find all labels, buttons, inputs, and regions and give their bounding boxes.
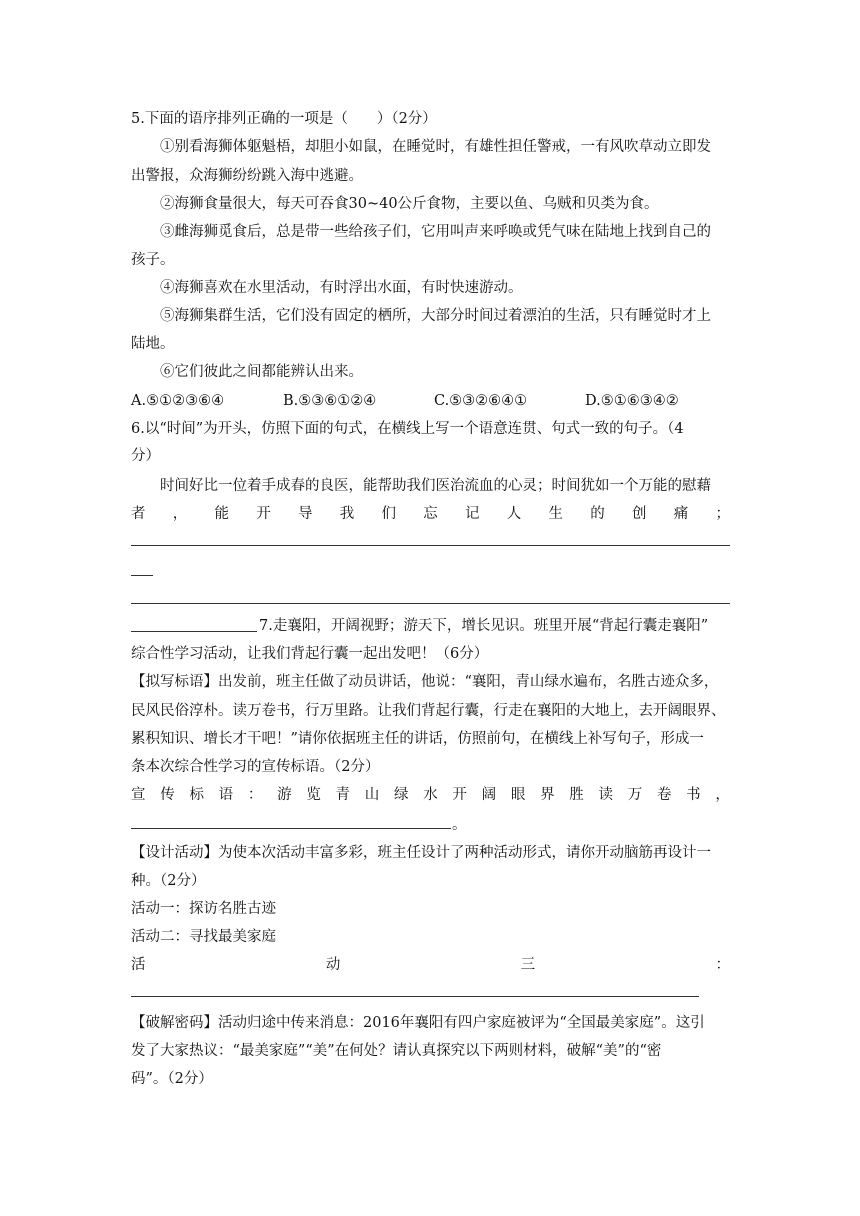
q5-stem: 5.下面的语序排列正确的一项是（ ）（2分） xyxy=(131,111,437,127)
q5-option-c[interactable]: C.⑤③②⑥④① xyxy=(434,393,528,409)
q5-sentence-1-cont: 出警报，众海狮纷纷跳入海中逃避。 xyxy=(131,168,363,184)
q6-answer-line-1-tail[interactable] xyxy=(131,575,153,576)
q5-option-d[interactable]: D.⑤①⑥③④② xyxy=(585,393,679,409)
q7-crack-prompt-2: 发了大家热议：“最美家庭”“美”在何处？请认真探究以下两则材料，破解“美”的“密 xyxy=(131,1043,662,1059)
q7-slogan-period: 。 xyxy=(452,817,467,833)
q6-example-cont: 者 ， 能 开 导 我 们 忘 记 人 生 的 创 痛 ； xyxy=(131,506,730,522)
q5-sentence-5: ⑤海狮集群生活，它们没有固定的栖所，大部分时间过着漂泊的生活，只有睡觉时才上 xyxy=(160,308,711,324)
q5-option-b[interactable]: B.⑤③⑥①②④ xyxy=(283,393,377,409)
q7-design-prompt: 【设计活动】为使本次活动丰富多彩，班主任设计了两种活动形式，请你开动脑筋再设计一 xyxy=(131,845,711,861)
q7-activity-1: 活动一：探访名胜古迹 xyxy=(131,901,276,917)
q7-activity-2: 活动二：寻找最美家庭 xyxy=(131,929,276,945)
q5-sentence-3-cont: 孩子。 xyxy=(131,252,175,268)
q7-activity-3-blank[interactable] xyxy=(131,996,699,997)
q5-sentence-6: ⑥它们彼此之间都能辨认出来。 xyxy=(160,364,363,380)
q7-slogan-answer: 宣 传 标 语 ： 游 览 青 山 绿 水 开 阔 眼 界 胜 读 万 卷 书 ， xyxy=(131,787,730,803)
q7-slogan-prompt-2: 民风民俗淳朴。读万卷书，行万里路。让我们背起行囊，行走在襄阳的大地上，去开阔眼界、 xyxy=(131,703,726,719)
q5-sentence-1: ①别看海狮体躯魁梧，却胆小如鼠，在睡觉时，有雄性担任警戒，一有风吹草动立即发 xyxy=(160,139,711,155)
q7-slogan-prompt-4: 条本次综合性学习的宣传标语。（2分） xyxy=(131,759,380,775)
q6-answer-line-3[interactable] xyxy=(131,631,257,632)
q7-design-prompt-2: 种。（2分） xyxy=(131,873,206,889)
q6-stem: 6.以“时间”为开头，仿照下面的句式，在横线上写一个语意连贯、句式一致的句子。（4 xyxy=(131,421,684,437)
q6-example: 时间好比一位着手成春的良医，能帮助我们医治流血的心灵；时间犹如一个万能的慰藉 xyxy=(160,478,711,494)
q5-sentence-4: ④海狮喜欢在水里活动，有时浮出水面，有时快速游动。 xyxy=(160,280,523,296)
q6-answer-line-1[interactable] xyxy=(131,545,730,546)
q5-option-a[interactable]: A.⑤①②③⑥④ xyxy=(131,393,225,409)
q7-slogan-prompt: 【拟写标语】出发前，班主任做了动员讲话，他说：“襄阳，青山绿水遍布，名胜古迹众多， xyxy=(131,674,719,690)
q6-answer-line-2[interactable] xyxy=(131,603,730,604)
q5-sentence-2: ②海狮食量很大，每天可吞食30~40公斤食物，主要以鱼、乌贼和贝类为食。 xyxy=(160,196,659,212)
q7-slogan-blank[interactable] xyxy=(131,828,451,829)
q7-crack-prompt-3: 码”。（2分） xyxy=(131,1071,213,1087)
q7-stem-cont: 综合性学习活动，让我们背起行囊一起出发吧！（6分） xyxy=(131,646,489,662)
q5-sentence-5-cont: 陆地。 xyxy=(131,336,175,352)
q6-stem-cont: 分） xyxy=(131,448,160,464)
q7-slogan-prompt-3: 累积知识、增长才干吧！”请你依据班主任的讲话，仿照前句，在横线上补写句子，形成一 xyxy=(131,731,704,747)
q7-activity-3: 活 动 三 ： xyxy=(131,957,730,973)
q7-stem: 7.走襄阳，开阔视野；游天下，增长见识。班里开展“背起行囊走襄阳” xyxy=(259,618,709,634)
q5-sentence-3: ③雌海狮觅食后，总是带一些给孩子们，它用叫声来呼唤或凭气味在陆地上找到自己的 xyxy=(160,224,711,240)
q7-crack-prompt: 【破解密码】活动归途中传来消息：2016年襄阳有四户家庭被评为“全国最美家庭”。这引 xyxy=(131,1015,705,1031)
